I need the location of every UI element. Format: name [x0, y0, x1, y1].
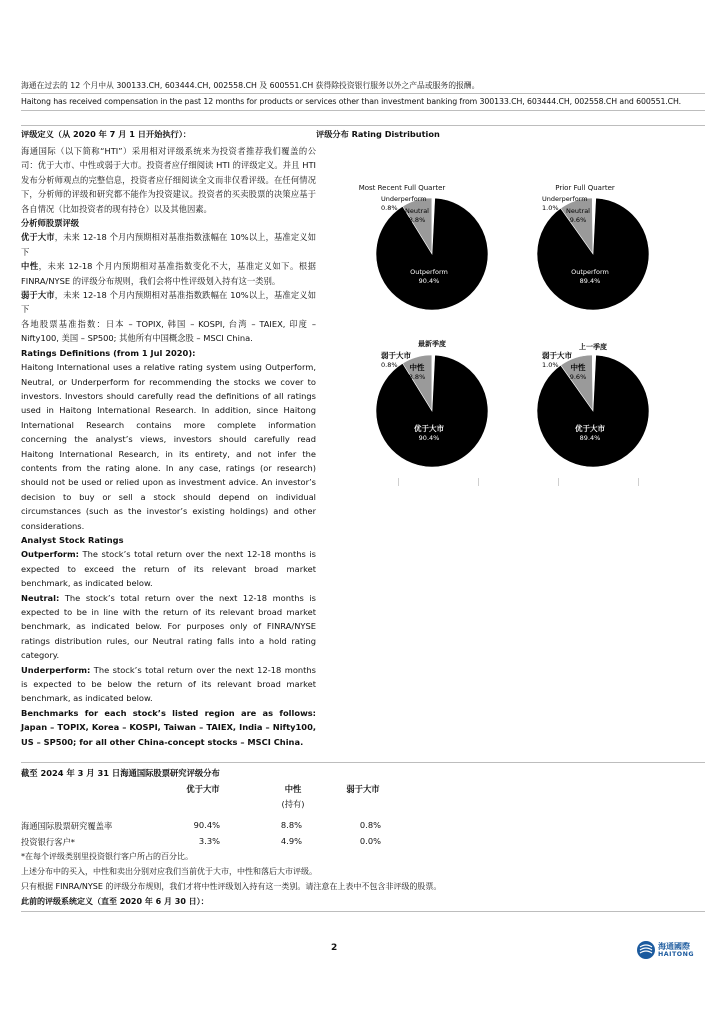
pie-slice-label: 优于大市 — [575, 424, 605, 433]
en-neutral-definition — [21, 591, 316, 663]
cn-neutral-label: 中性 — [21, 261, 39, 272]
column-header-neutral-sub: (持有) — [281, 799, 305, 809]
axis-tick — [478, 478, 479, 486]
pie-chart-prior-quarter — [528, 189, 658, 319]
pie-slice-value: 8.8% — [408, 373, 426, 381]
pie-slice-label: 弱于大市 — [542, 351, 572, 360]
pie-chart-latest-quarter-cn — [367, 346, 497, 476]
divider — [21, 911, 705, 912]
en-benchmarks: Benchmarks for each stock’s listed region are as follows: Japan – TOPIX, Korea – KOSPI, Taiwan – TAIEX, India – Nifty100, US – SP500; for all other China-concept stocks – MSCI China. — [21, 707, 316, 747]
logo-text-cn: 海通國際 — [658, 942, 690, 951]
pie-slice-value: 1.0% — [542, 361, 559, 369]
pie-slice-label: Underperform — [542, 195, 588, 203]
divider — [21, 125, 705, 126]
table-note: 上述分布中的买入，中性和卖出分别对应我们当前优于大市，中性和落后大市评级。 — [21, 867, 317, 876]
table-cell: 8.8% — [280, 820, 302, 830]
pie-slice-label: Neutral — [566, 207, 590, 215]
disclosure-en: Haitong has received compensation in the past 12 months for products or services other than investment banking from 300133.CH, 603444.CH, 002558.CH and 600551.CH. — [21, 97, 682, 106]
column-header-outperform: 优于大市 — [186, 784, 220, 794]
logo-text-en: HAITONG — [658, 951, 695, 958]
column-header-neutral: 中性 — [284, 784, 302, 794]
en-neutral-text: The stock’s total return over the next 12-18 months is expected to be in line with the return of its relevant broad market benchmark, as indicated below. For purposes only of FINRA/NYSE ratings distribution rules, our Neutral rating falls into a hold rating category. — [21, 592, 316, 661]
column-header-underperform: 弱于大市 — [346, 784, 380, 794]
rating-definitions-body — [21, 144, 316, 749]
cn-underperform-text: ，未来 12-18 个月内预期相对基准指数跌幅在 10%以上，基准定义如下 — [21, 290, 316, 315]
cn-outperform-label: 优于大市 — [21, 232, 55, 243]
table-cell: 3.3% — [198, 836, 220, 846]
en-underperform-definition — [21, 663, 316, 706]
en-outperform-label: Outperform: — [21, 549, 79, 560]
en-underperform-text: The stock’s total return over the next 12-18 months is expected to be below the return of its relevant broad market benchmark, as indicated below. — [21, 664, 316, 704]
pie-slice-value: 0.8% — [381, 204, 398, 212]
pie-slice-label: 中性 — [409, 363, 425, 372]
table-cell: 0.0% — [359, 836, 381, 846]
cn-neutral-text: ，未来 12-18 个月内预期相对基准指数变化不大，基准定义如下。根据 FINRA/NYSE 的评级分布规则，我们会将中性评级划入持有这一类别。 — [21, 261, 316, 286]
previous-definitions-header: 此前的评级系统定义（直至 2020 年 6 月 30 日）： — [21, 897, 209, 906]
cn-underperform-label: 弱于大市 — [21, 290, 55, 301]
en-intro: Haitong International uses a relative rating system using Outperform, Neutral, or Underperform for recommending the stocks we cover to investors. Investors should carefully read the definitions of all ratings used in Haitong International Research. In addition, since Haitong International Research contains more complete information concerning the analyst’s views, investors should carefully read Haitong International Research, in its entirety, and not infer the contents from the rating alone. In any case, ratings (or research) should not be used or relied upon as investment advice. An investor’s decision to buy or sell a stock should depend on individual circumstances (such as the investor’s existing holdings) and other considerations. — [21, 362, 316, 531]
cn-intro: 海通国际（以下简称“HTI”）采用相对评级系统来为投资者推荐我们覆盖的公司：优于大市、中性或弱于大市。投资者应仔细阅读 HTI 的评级定义。并且 HTI 发布分析师观点的完整信息，投资者应仔细阅读全文而非仅看评级。在任何情况下，分析师的评级和研究都不能作为投资建议。投资者的买卖股票的决策应基于各自情况（比如投资者的现有持仓）以及其他因素。 — [21, 146, 316, 214]
divider — [21, 93, 705, 94]
rating-definitions-header: 评级定义（从 2020 年 7 月 1 日开始执行）： — [21, 129, 191, 139]
pie-slice-label: Outperform — [571, 268, 609, 276]
pie-slice-value: 9.6% — [569, 373, 587, 381]
chart-title: 上一季度 — [579, 343, 607, 351]
pie-slice-label: 中性 — [570, 363, 586, 372]
pie-slice-value: 9.6% — [569, 216, 587, 224]
pie-slice-label: 优于大市 — [414, 424, 444, 433]
page-number: 2 — [331, 943, 338, 953]
rating-distribution-header: 评级分布 Rating Distribution — [316, 129, 440, 139]
haitong-logo — [636, 940, 716, 960]
haitong-logo-icon — [636, 940, 656, 960]
chart-title: Most Recent Full Quarter — [358, 184, 446, 192]
table-cell: 4.9% — [280, 836, 302, 846]
en-neutral-label: Neutral: — [21, 592, 60, 603]
cn-neutral-definition — [21, 259, 316, 288]
en-analyst-ratings-heading: Analyst Stock Ratings — [21, 534, 124, 545]
divider — [21, 762, 705, 763]
pie-slice-label: 弱于大市 — [381, 351, 411, 360]
pie-slice-value: 89.4% — [579, 434, 601, 442]
chart-title: 最新季度 — [418, 340, 446, 348]
table-note: *在每个评级类别里投资银行客户所占的百分比。 — [21, 852, 193, 861]
en-ratings-header: Ratings Definitions (from 1 Jul 2020): — [21, 347, 196, 358]
table-note: 只有根据 FINRA/NYSE 的评级分布规则，我们才将中性评级划入持有这一类别。请注意在上表中不包含非评级的股票。 — [21, 882, 442, 891]
pie-slice-value: 1.0% — [542, 204, 559, 212]
table-cell: 90.4% — [193, 820, 220, 830]
pie-slice-label: Neutral — [405, 207, 429, 215]
table-row-label: 海通国际股票研究覆盖率 — [21, 821, 113, 831]
cn-analyst-ratings-heading: 分析师股票评级 — [21, 218, 80, 229]
pie-slice-label: Outperform — [410, 268, 448, 276]
pie-chart-prior-quarter-cn — [528, 346, 658, 476]
cn-benchmarks: 各地股票基准指数：日本 – TOPIX, 韩国 – KOSPI, 台湾 – TAIEX, 印度 – Nifty100, 美国 – SP500; 其他所有中国概念股 – MSCI China. — [21, 318, 316, 344]
pie-slice-value: 8.8% — [408, 216, 426, 224]
pie-slice-value: 0.8% — [381, 361, 398, 369]
pie-chart-most-recent-quarter — [367, 189, 497, 319]
cn-outperform-text: ，未来 12-18 个月内预期相对基准指数涨幅在 10%以上，基准定义如下 — [21, 232, 316, 257]
pie-slice-value: 89.4% — [579, 277, 601, 285]
en-underperform-label: Underperform: — [21, 664, 91, 675]
chart-title: Prior Full Quarter — [555, 184, 615, 192]
axis-tick — [398, 478, 399, 486]
en-outperform-definition — [21, 547, 316, 590]
table-title: 截至 2024 年 3 月 31 日海通国际股票研究评级分布 — [21, 768, 220, 778]
divider — [21, 110, 705, 111]
table-cell: 0.8% — [359, 820, 381, 830]
table-row-label: 投资银行客户* — [21, 837, 75, 847]
axis-tick — [638, 478, 639, 486]
cn-outperform-definition — [21, 230, 316, 259]
pie-slice-label: Underperform — [381, 195, 427, 203]
cn-underperform-definition — [21, 288, 316, 317]
en-outperform-text: The stock’s total return over the next 12-18 months is expected to exceed the return of its relevant broad market benchmark, as indicated below. — [21, 549, 316, 589]
pie-slice-value: 90.4% — [418, 434, 440, 442]
axis-tick — [558, 478, 559, 486]
disclosure-cn: 海通在过去的 12 个月中从 300133.CH, 603444.CH, 002558.CH 及 600551.CH 获得除投资银行服务以外之产品或服务的报酬。 — [21, 81, 480, 90]
pie-slice-value: 90.4% — [418, 277, 440, 285]
